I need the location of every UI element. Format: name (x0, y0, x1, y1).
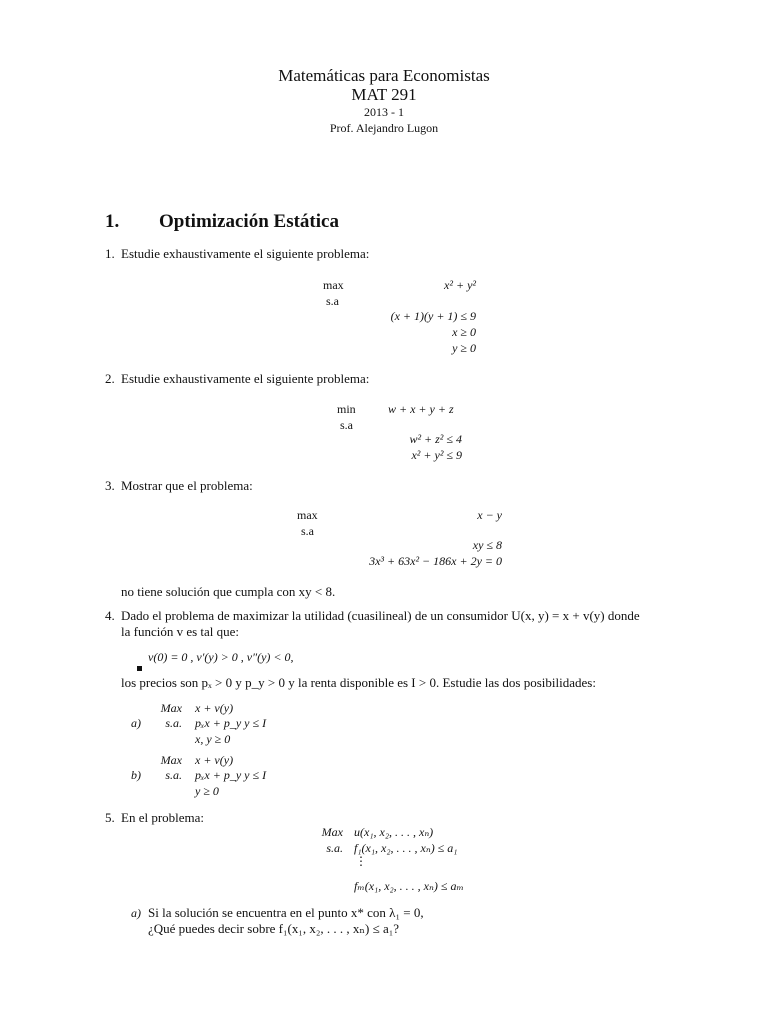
course-professor: Prof. Alejandro Lugon (329, 121, 439, 135)
problem-2-operator: min (337, 402, 356, 416)
problem-5a-label: a) (131, 906, 141, 920)
problem-4-number: 4. (105, 608, 115, 623)
problem-5-objective: u(x₁, x₂, . . . , xₙ) (354, 825, 434, 839)
problem-1-objective: x² + y² (444, 278, 476, 292)
problem-4b-operator: Max (160, 753, 182, 767)
problem-4-conditions: v(0) = 0 , v′(y) > 0 , v″(y) < 0, (148, 650, 294, 664)
problem-1-constraint-1: (x + 1)(y + 1) ≤ 9 (390, 309, 476, 323)
course-code: MAT 291 (351, 85, 417, 104)
problem-5-operator: Max (321, 825, 343, 839)
problem-4b-subject-to: s.a. (165, 768, 182, 782)
problem-1-constraint-2: x ≥ 0 (452, 325, 476, 339)
problem-4a-operator: Max (160, 701, 182, 715)
problem-3-constraint-2: 3x³ + 63x² − 186x + 2y = 0 (369, 554, 502, 568)
problem-4a-constraint-1: pₓx + p_y y ≤ I (195, 716, 267, 730)
problem-1-constraint-3: y ≥ 0 (452, 341, 476, 355)
problem-3-constraint-1: xy ≤ 8 (472, 538, 502, 552)
problem-5-constraint-1: f₁(x₁, x₂, . . . , xₙ) ≤ a₁ (354, 841, 458, 855)
problem-1-number: 1. (105, 246, 115, 261)
problem-5-text: En el problema: (121, 810, 205, 825)
course-title: Matemáticas para Economistas (278, 66, 490, 85)
problem-3-operator: max (297, 508, 318, 522)
problem-4b-label: b) (131, 768, 141, 782)
problem-3-conclusion: no tiene solución que cumpla con xy < 8. (121, 584, 336, 599)
problem-4a-constraint-2: x, y ≥ 0 (195, 732, 231, 746)
bullet-marker (137, 656, 142, 675)
problem-3-subject-to: s.a (301, 524, 314, 538)
problem-2-subject-to: s.a (340, 418, 353, 432)
problem-5a-line-1: Si la solución se encuentra en el punto x* con λ₁ = 0, (148, 905, 424, 920)
problem-5-vertical-dots: ⋮ (355, 854, 367, 868)
problem-1-operator: max (323, 278, 344, 292)
problem-2-objective: w + x + y + z (388, 402, 454, 416)
section-number: 1. (105, 211, 120, 232)
problem-4a-objective: x + v(y) (195, 701, 234, 715)
problem-5-subject-to: s.a. (326, 841, 343, 855)
problem-5-number: 5. (105, 810, 115, 825)
problem-4b-constraint-2: y ≥ 0 (195, 784, 219, 798)
problem-4-line-1: Dado el problema de maximizar la utilidad (cuasilineal) de un consumidor U(x, y) = x + v(y) donde (121, 608, 640, 623)
problem-1-subject-to: s.a (326, 294, 339, 308)
problem-4a-subject-to: s.a. (165, 716, 182, 730)
problem-5-constraint-m: fₘ(x₁, x₂, . . . , xₙ) ≤ aₘ (354, 879, 464, 893)
problem-4b-objective: x + v(y) (195, 753, 234, 767)
problem-2-text: Estudie exhaustivamente el siguiente problema: (121, 371, 370, 386)
course-term: 2013 - 1 (364, 105, 404, 119)
problem-4-prices: los precios son pₓ > 0 y p_y > 0 y la renta disponible es I > 0. Estudie las dos posibilidades: (121, 675, 596, 690)
problem-4b-constraint-1: pₓx + p_y y ≤ I (195, 768, 267, 782)
problem-3-objective: x − y (477, 508, 502, 522)
section-title: Optimización Estática (159, 211, 339, 232)
problem-1-text: Estudie exhaustivamente el siguiente problema: (121, 246, 370, 261)
problem-2-number: 2. (105, 371, 115, 386)
problem-2-constraint-1: w² + z² ≤ 4 (409, 432, 462, 446)
problem-4a-label: a) (131, 716, 141, 730)
problem-4-line-2: la función v es tal que: (121, 624, 240, 639)
problem-5a-line-2: ¿Qué puedes decir sobre f₁(x₁, x₂, . . . , xₙ) ≤ a₁? (148, 921, 400, 936)
problem-3-number: 3. (105, 478, 115, 493)
problem-2-constraint-2: x² + y² ≤ 9 (411, 448, 462, 462)
problem-3-text: Mostrar que el problema: (121, 478, 253, 493)
